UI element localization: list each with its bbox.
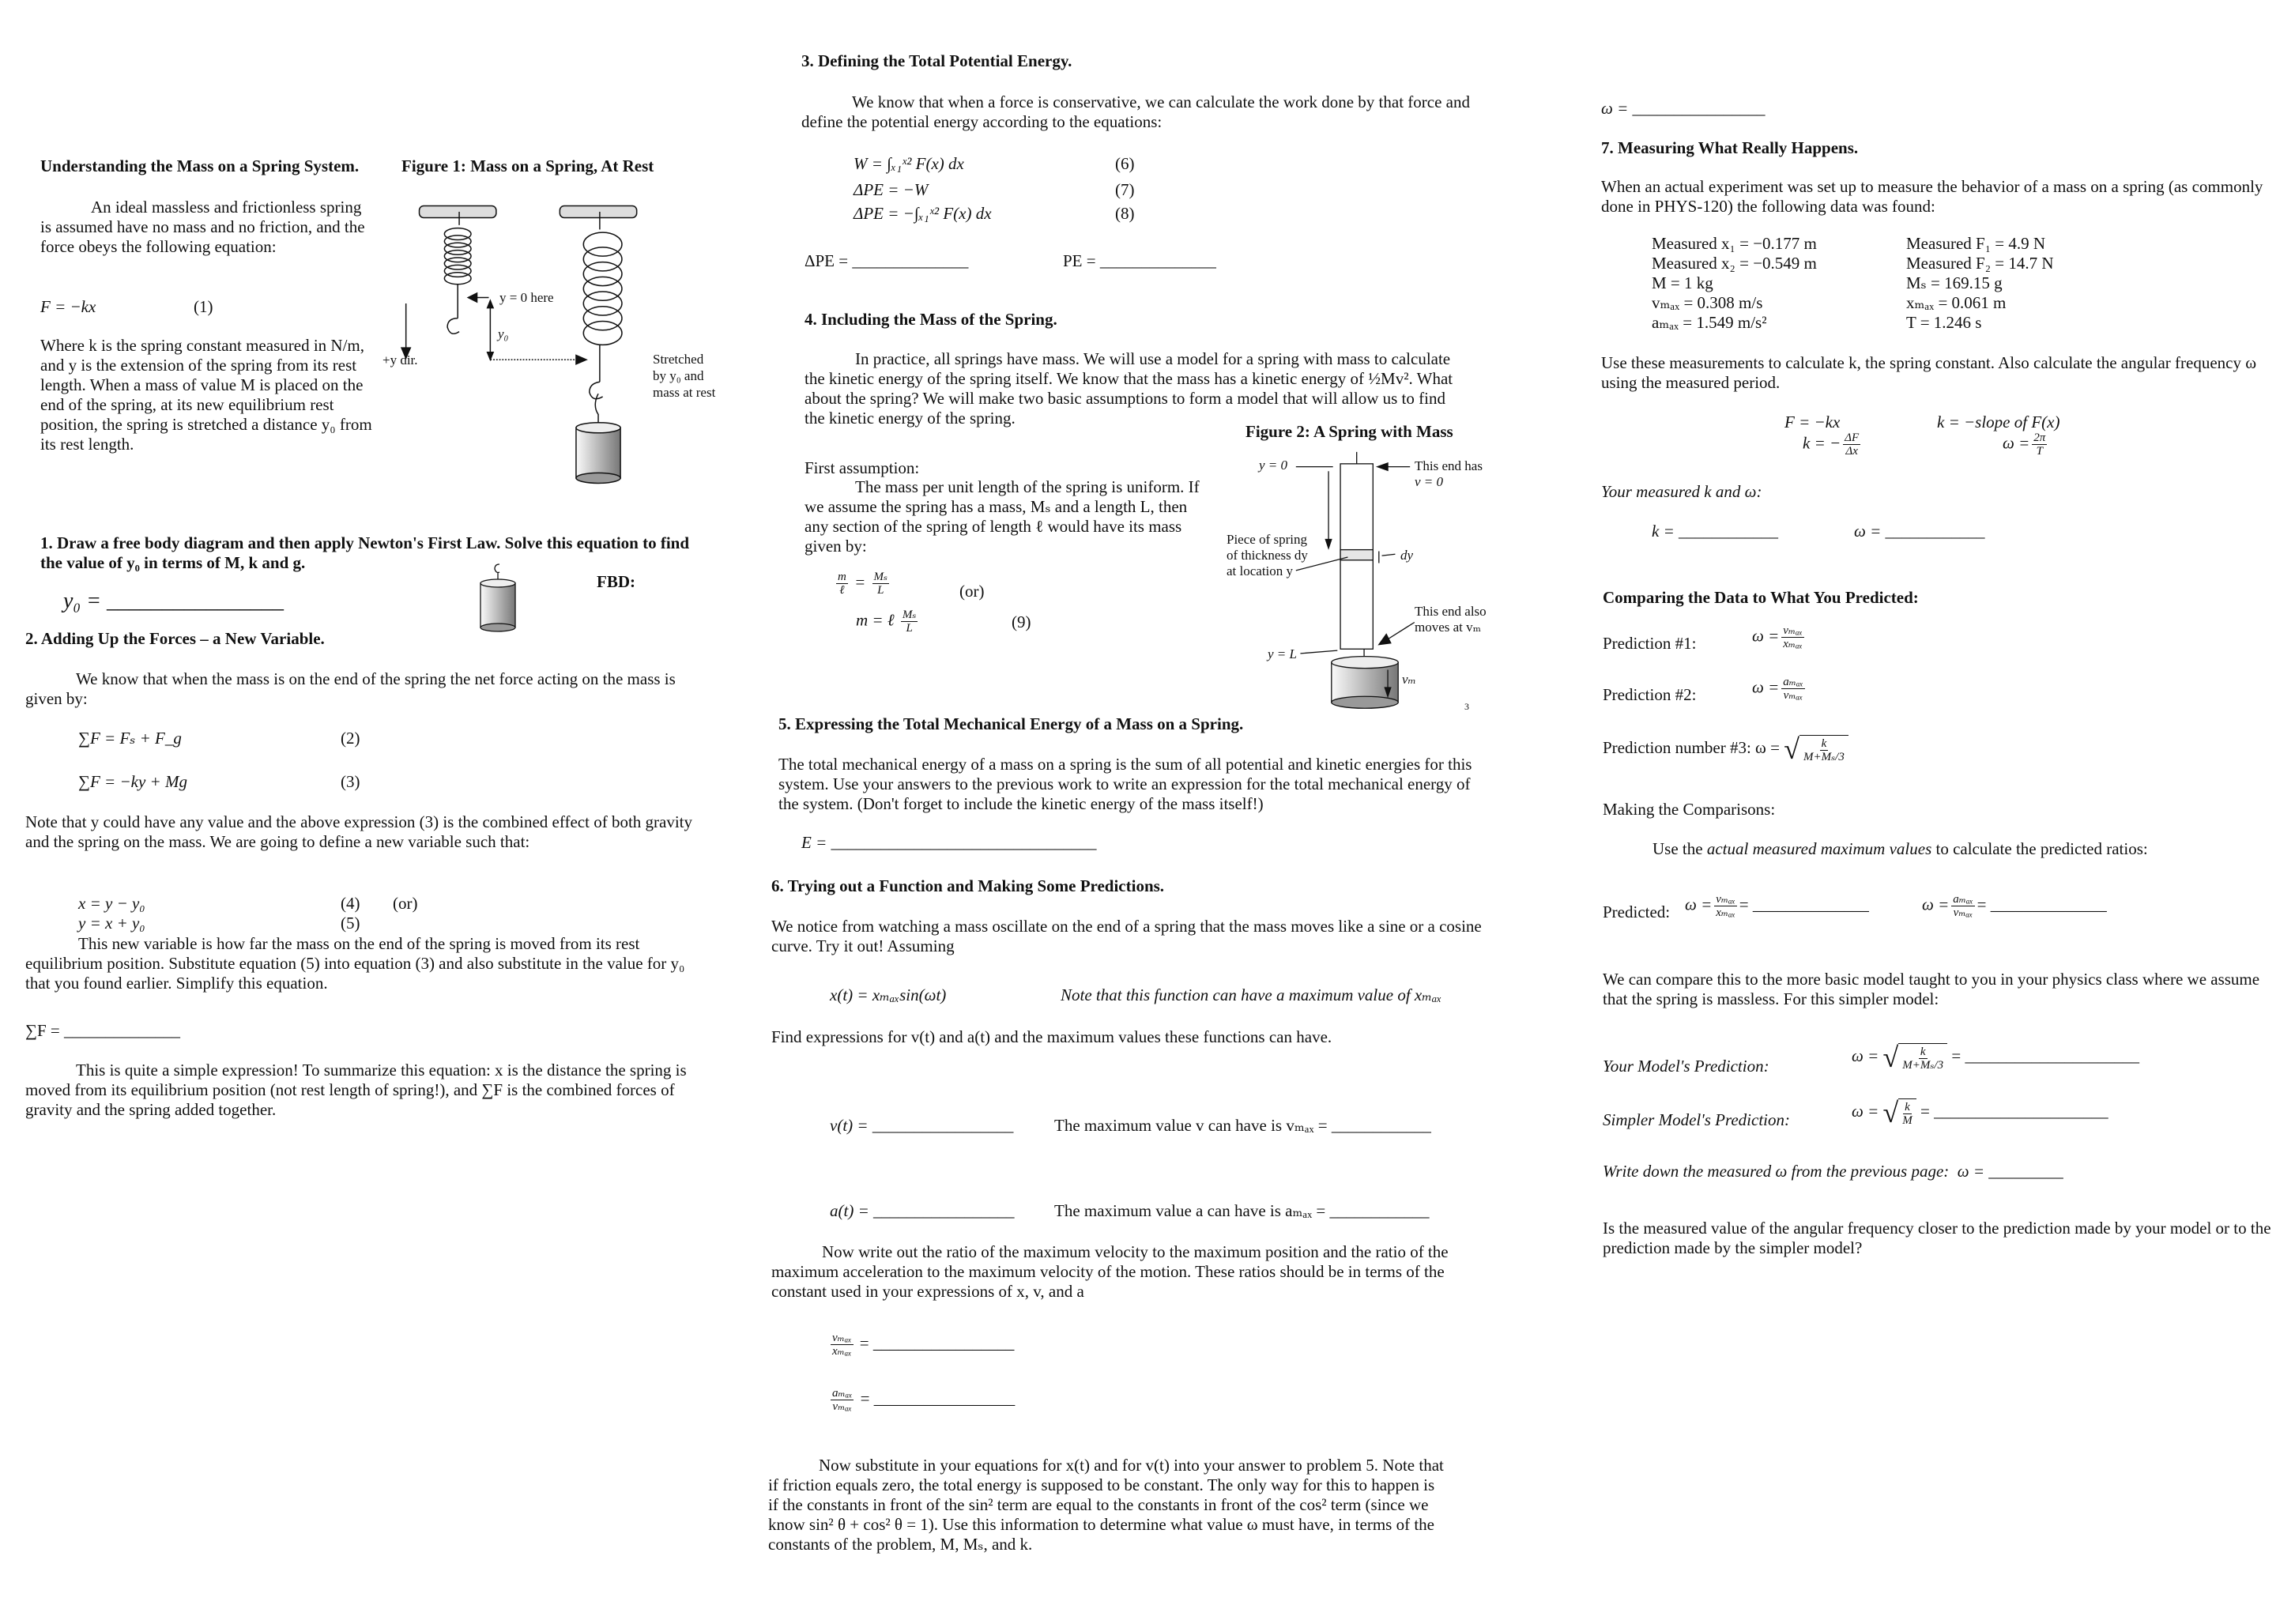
- delta-pe-answer-field[interactable]: ΔPE = ______________: [805, 251, 969, 270]
- fig1-label-y0-here: y = 0 here: [499, 290, 554, 305]
- measurement: T = 1.246 s: [1906, 313, 1982, 332]
- or-label-9: (or): [959, 582, 985, 601]
- new-variable-paragraph: This new variable is how far the mass on the end of the spring is moved from its rest equilibrium position. Substitute equation (5) into equation (3) and also substitute in the value for y₀ that you found earlier. Simplify this equation.: [25, 934, 685, 993]
- your-measured-label: Your measured k and ω:: [1601, 482, 1762, 501]
- right-spring-coils: [583, 232, 622, 345]
- fig2-label-end-has: This end has: [1415, 458, 1483, 473]
- prediction-1-formula: ω = $\frac{\text{vₘₐₓ}}{\text{xₘₐₓ}}$: [1752, 624, 1803, 650]
- equation-6: W = ∫ₓ₁ˣ² F(x) dx: [854, 154, 964, 173]
- measurement: Measured x₂ = −0.549 m: [1652, 254, 1817, 273]
- fig2-label-end-moves: This end also moves at vₘ: [1415, 604, 1487, 635]
- where-paragraph: Where k is the spring constant measured in N/m, and y is the extension of the spring from its rest length. When a mass of value M is placed on the end of the spring, at its new equilibrium rest position, the spring is stretched a distance y₀ from its rest length.: [40, 336, 372, 454]
- q6-intro: We notice from watching a mass oscillate on the end of a spring that the mass moves like a sine or a cosine curve. Try it out! Assuming: [771, 917, 1482, 955]
- equation-9b: m = ℓ $\frac{\text{Mₛ}}{L}$: [856, 609, 917, 635]
- measurement: Measured F₂ = 14.7 N: [1906, 254, 2054, 273]
- fig2-label-v0: v = 0: [1415, 474, 1444, 489]
- q2-intro: We know that when the mass is on the end of the spring the net force acting on the mass is given by:: [25, 669, 676, 708]
- v-of-t-answer-field[interactable]: v(t) = _________________: [830, 1116, 1014, 1135]
- equation-3: ∑F = −ky + Mg: [78, 772, 187, 791]
- question-6: 6. Trying out a Function and Making Some Predictions.: [771, 876, 1165, 895]
- measurement: M = 1 kg: [1652, 273, 1713, 292]
- assumption-paragraph: The mass per unit length of the spring is uniform. If we assume the spring has a mass, Mₛ and a length L, then any section of the spring of length ℓ would have its mass given by:: [805, 477, 1200, 556]
- equation-5-number: (5): [341, 914, 360, 933]
- measurements-right: [1906, 234, 2143, 333]
- q4-intro: In practice, all springs have mass. We will use a model for a spring with mass to calculate the kinetic energy of the spring itself. We know that the mass has a kinetic energy of ½Mv². What about the spring? We will make two basic assumptions to form a model that will allow us to find the kinetic energy of the spring.: [805, 349, 1453, 428]
- your-model-label: Your Model's Prediction:: [1603, 1057, 1769, 1076]
- w-answer-field[interactable]: ω = ____________: [1854, 522, 1985, 541]
- fig1-label-y0: y₀: [498, 326, 509, 341]
- ratio-a-v-answer-field[interactable]: $\frac{\text{aₘₐₓ}}{\text{vₘₐₓ}}$ = _________________: [832, 1387, 1016, 1413]
- summary-paragraph: This is quite a simple expression! To summarize this equation: x is the distance the spring is moved from its equilibrium position (not rest length of spring!), and ∑F is the combined forces of gravity and the spring added together.: [25, 1061, 687, 1119]
- equation-2-number: (2): [341, 729, 360, 748]
- page-number: 3: [1464, 701, 1469, 712]
- figure2-title: Figure 2: A Spring with Mass: [1245, 422, 1453, 441]
- measurement: Measured F₁ = 4.9 N: [1906, 234, 2046, 253]
- comparing-heading: Comparing the Data to What You Predicted:: [1603, 588, 1919, 607]
- fbd-mass-icon: [474, 563, 522, 634]
- equation-4: x = y − y₀: [78, 894, 145, 913]
- equation-8-number: (8): [1115, 204, 1135, 223]
- closer-question: Is the measured value of the angular frequency closer to the prediction made by your model or to the prediction made by the simpler model?: [1603, 1219, 2271, 1257]
- substitute-paragraph: Now substitute in your equations for x(t) and for v(t) into your answer to problem 5. Note that if friction equals zero, the total energy is supposed to be constant. The only way for this to happen is if the constants in front of the sin² term are equal to the constants in front of the cos² term (since we know sin² θ + cos² θ = 1). Use this information to determine what value ω must have, in terms of the constants of the problem, M, Mₛ, and k.: [768, 1456, 1444, 1554]
- note-paragraph: Note that y could have any value and the above expression (3) is the combined effect of both gravity and the spring on the mass. We are going to define a new variable such that:: [25, 812, 693, 851]
- fig1-label-stretched: Stretched by y₀ and mass at rest: [653, 352, 716, 400]
- measurement: Measured x₁ = −0.177 m: [1652, 234, 1817, 253]
- simpler-model-label: Simpler Model's Prediction:: [1603, 1110, 1790, 1129]
- your-model-prediction-field[interactable]: ω = √ $\frac{k}{\text{M+Mₛ/3}}$ = _____________________: [1852, 1042, 2139, 1073]
- omega-answer-field[interactable]: ω = ________________: [1601, 99, 1766, 118]
- question-5: 5. Expressing the Total Mechanical Energy of a Mass on a Spring.: [778, 714, 1244, 733]
- section-heading: Understanding the Mass on a Spring System.: [40, 156, 360, 175]
- figure2-spring-with-mass-diagram: [1222, 450, 1496, 711]
- ratio-v-x-answer-field[interactable]: $\frac{\text{vₘₐₓ}}{\text{xₘₐₓ}}$ = _________________: [832, 1332, 1015, 1358]
- equation-7-number: (7): [1115, 180, 1135, 199]
- fig2-label-y0: y = 0: [1259, 458, 1288, 473]
- y0-answer-field[interactable]: y₀ = ________________: [63, 589, 285, 613]
- energy-answer-field[interactable]: E = ________________________________: [801, 833, 1097, 852]
- measurement: xₘₐₓ = 0.061 m: [1906, 293, 2007, 312]
- compare-paragraph: We can compare this to the more basic model taught to you in your physics class where we assume that the spring is massless. For this simpler model:: [1603, 970, 2260, 1008]
- equation-9-number: (9): [1012, 612, 1031, 631]
- fig2-label-piece: Piece of spring of thickness dy at location y: [1227, 532, 1308, 578]
- prediction-2-formula: ω = $\frac{\text{aₘₐₓ}}{\text{vₘₐₓ}}$: [1752, 676, 1803, 702]
- k-answer-field[interactable]: k = ____________: [1652, 522, 1778, 541]
- measurements-left: [1652, 234, 1889, 333]
- equation-1-number: (1): [194, 297, 213, 316]
- pe-answer-field[interactable]: PE = ______________: [1063, 251, 1216, 270]
- figure1-spring-diagram: [382, 200, 711, 488]
- omega-period-formula: ω = $\frac{2\pi}{T}$: [2003, 431, 2046, 458]
- intro-paragraph: An ideal massless and frictionless spring is assumed have no mass and no friction, and the force obeys the following equation:: [40, 198, 365, 256]
- sum-force-answer-field[interactable]: ∑F = ______________: [25, 1021, 180, 1040]
- measurement: Mₛ = 169.15 g: [1906, 273, 2003, 292]
- equation-2: ∑F = Fₛ + F_g: [78, 729, 182, 748]
- fig2-label-vm: vₘ: [1402, 672, 1416, 687]
- measurement: vₘₐₓ = 0.308 m/s: [1652, 293, 1763, 312]
- left-spring-coils: [444, 228, 471, 284]
- write-down-measured-field[interactable]: Write down the measured ω from the previous page: ω = _________: [1603, 1162, 2063, 1181]
- fig2-label-yL: y = L: [1268, 646, 1297, 661]
- question-7: 7. Measuring What Really Happens.: [1601, 138, 1859, 157]
- ratio-paragraph: Now write out the ratio of the maximum velocity to the maximum position and the ratio of the maximum acceleration to the maximum velocity of the motion. These ratios should be in terms of the constant used in your expressions of x, v, and a: [771, 1242, 1449, 1301]
- question-4: 4. Including the Mass of the Spring.: [805, 310, 1057, 329]
- predicted-ratio-1-field[interactable]: ω = $\frac{\text{vₘₐₓ}}{\text{xₘₐₓ}}$ = ______________: [1685, 893, 1869, 919]
- equation-5: y = x + y₀: [78, 914, 145, 933]
- prediction-2-label: Prediction #2:: [1603, 685, 1697, 704]
- x-of-t-equation: x(t) = xₘₐₓsin(ωt): [830, 985, 947, 1004]
- measurement: aₘₐₓ = 1.549 m/s²: [1652, 313, 1767, 332]
- question-1: 1. Draw a free body diagram and then apply Newton's First Law. Solve this equation to find the value of y₀ in terms of M, k and g.: [40, 533, 690, 572]
- find-expressions-text: Find expressions for v(t) and a(t) and the maximum values these functions can have.: [771, 1027, 1332, 1046]
- equation-1: F = −kx: [40, 297, 96, 316]
- k-delta-formula: k = − $\frac{\Delta F}{\Delta x}$: [1803, 431, 1860, 458]
- fig2-label-dy: dy: [1400, 548, 1414, 563]
- use-actual-instruction: Use the actual measured maximum values to calculate the predicted ratios:: [1652, 839, 2148, 858]
- question-3: 3. Defining the Total Potential Energy.: [801, 51, 1072, 70]
- predicted-label: Predicted:: [1603, 902, 1671, 921]
- q5-text: The total mechanical energy of a mass on a spring is the sum of all potential and kinetic energies for this system. Use your answers to the previous work to write an expression for the total mechanical energy of the system. (Don't forget to include the kinetic energy of the mass itself!): [778, 755, 1472, 813]
- k-slope-formula: k = −slope of F(x): [1937, 413, 2060, 431]
- fbd-label: FBD:: [597, 572, 635, 591]
- equation-4-number: (4): [341, 894, 360, 913]
- making-comparisons-label: Making the Comparisons:: [1603, 800, 1776, 819]
- equation-9a: $\frac{m}{\text{ℓ}}$ = $\frac{\text{Mₛ}}{L}$: [838, 571, 888, 597]
- hookes-law-formula: F = −kx: [1784, 413, 1841, 431]
- first-assumption-label: First assumption:: [805, 458, 920, 477]
- equation-7: ΔPE = −W: [854, 180, 929, 199]
- a-of-t-answer-field[interactable]: a(t) = _________________: [830, 1201, 1015, 1220]
- prediction-1-label: Prediction #1:: [1603, 634, 1697, 653]
- equation-3-number: (3): [341, 772, 360, 791]
- use-measurements-paragraph: Use these measurements to calculate k, the spring constant. Also calculate the angular frequency ω using the measured period.: [1601, 353, 2257, 392]
- prediction-3: Prediction number #3: ω = √ $\frac{k}{\text{M+Mₛ/3}}$: [1603, 735, 1848, 763]
- q3-intro: We know that when a force is conservative, we can calculate the work done by that force and define the potential energy according to the equations:: [801, 92, 1470, 131]
- simpler-model-prediction-field[interactable]: ω = √ $\frac{k}{M}$ = _____________________: [1852, 1097, 2108, 1129]
- or-label: (or): [393, 894, 418, 913]
- question-2: 2. Adding Up the Forces – a New Variable.: [25, 629, 325, 648]
- q7-intro: When an actual experiment was set up to measure the behavior of a mass on a spring (as commonly done in PHYS-120) the following data was found:: [1601, 177, 2263, 216]
- figure1-title: Figure 1: Mass on a Spring, At Rest: [401, 156, 654, 175]
- fig1-label-ydir: +y dir.: [382, 352, 418, 367]
- x-of-t-note: Note that this function can have a maximum value of xₘₐₓ: [1061, 985, 1442, 1004]
- amax-answer-field[interactable]: The maximum value a can have is aₘₐₓ = ____________: [1054, 1201, 1430, 1220]
- predicted-ratio-2-field[interactable]: ω = $\frac{\text{aₘₐₓ}}{\text{vₘₐₓ}}$ = ______________: [1922, 893, 2107, 919]
- hanging-mass-cylinder: [576, 423, 620, 484]
- vmax-answer-field[interactable]: The maximum value v can have is vₘₐₓ = ____________: [1054, 1116, 1431, 1135]
- equation-8: ΔPE = −∫ₓ₁ˣ² F(x) dx: [854, 204, 992, 223]
- equation-6-number: (6): [1115, 154, 1135, 173]
